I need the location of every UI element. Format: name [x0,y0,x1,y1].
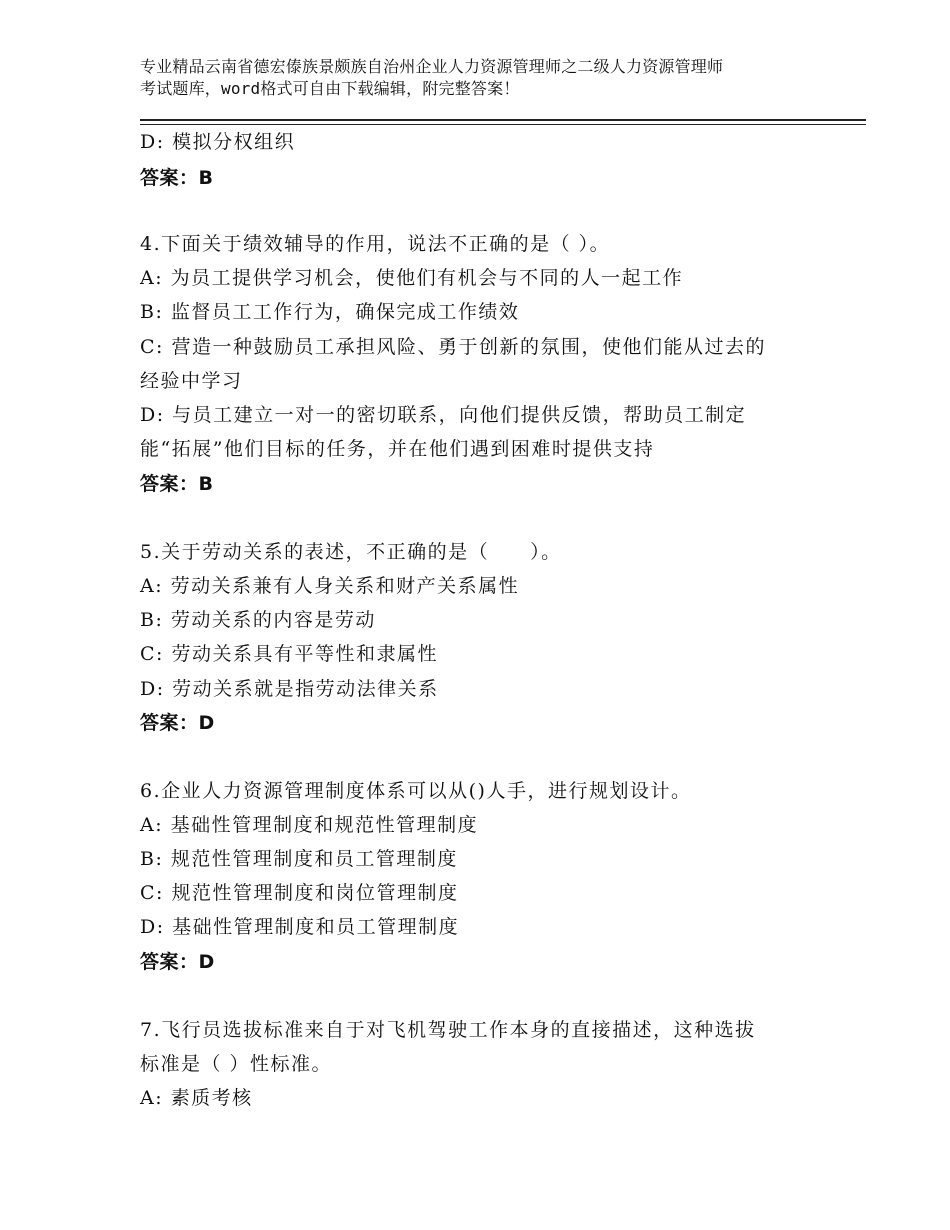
prev-question-option-d: D: 模拟分权组织 [140,131,296,153]
q7-stem-line1: 7.飞行员选拔标准来自于对飞机驾驶工作本身的直接描述，这种选拔 [140,1019,756,1041]
q4-option-c-line2: 经验中学习 [140,370,243,392]
q4-option-d-line2: 能“拓展”他们目标的任务，并在他们遇到困难时提供支持 [140,438,655,460]
q4-stem: 4.下面关于绩效辅导的作用，说法不正确的是（ ）。 [140,233,611,255]
q4-answer: 答案：B [140,473,214,495]
page-header [140,56,840,100]
header-divider-thin [140,124,866,125]
q6-option-d: D: 基础性管理制度和员工管理制度 [140,916,460,938]
q5-stem: 5.关于劳动关系的表述，不正确的是（ ）。 [140,541,562,563]
header-divider-thick [140,119,866,121]
q7-option-a: A: 素质考核 [140,1087,253,1109]
header-title-line1: 专业精品云南省德宏傣族景颇族自治州企业人力资源管理师之二级人力资源管理师 [140,57,724,76]
q6-option-c: C: 规范性管理制度和岗位管理制度 [140,882,459,904]
q5-option-d: D: 劳动关系就是指劳动法律关系 [140,678,439,700]
q5-answer: 答案：D [140,712,215,734]
q6-option-b: B: 规范性管理制度和员工管理制度 [140,848,458,870]
q5-option-a: A: 劳动关系兼有人身关系和财产关系属性 [140,575,520,597]
q7-stem-line2: 标准是（ ）性标准。 [140,1053,333,1075]
q4-option-c-line1: C: 营造一种鼓励员工承担风险、勇于创新的氛围，使他们能从过去的 [140,336,766,358]
q6-option-a: A: 基础性管理制度和规范性管理制度 [140,814,479,836]
q4-option-d-line1: D: 与员工建立一对一的密切联系，向他们提供反馈，帮助员工制定 [140,404,747,426]
q4-option-b: B: 监督员工工作行为，确保完成工作绩效 [140,301,520,323]
q5-option-b: B: 劳动关系的内容是劳动 [140,609,376,631]
header-title-line2: 考试题库，word格式可自由下载编辑，附完整答案！ [140,79,520,98]
prev-question-answer: 答案：B [140,167,214,189]
q6-answer: 答案：D [140,951,215,973]
q6-stem: 6.企业人力资源管理制度体系可以从()人手，进行规划设计。 [140,780,692,802]
q5-option-c: C: 劳动关系具有平等性和隶属性 [140,643,438,665]
q4-option-a: A: 为员工提供学习机会，使他们有机会与不同的人一起工作 [140,267,684,289]
